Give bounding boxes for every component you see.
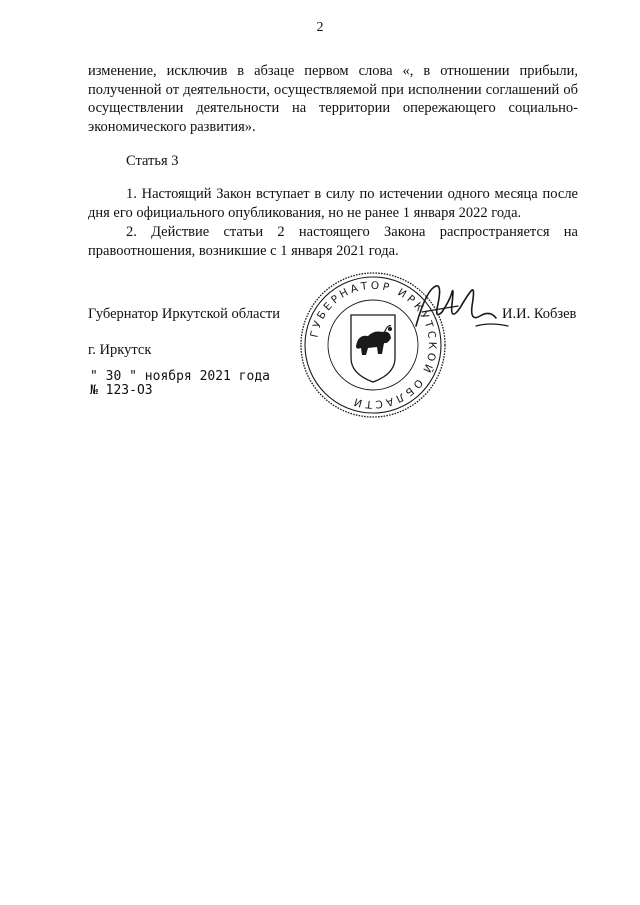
seal-text: ГУБЕРНАТОР ИРКУТСКОЙ ОБЛАСТИ — [308, 279, 439, 411]
article-item-1: 1. Настоящий Закон вступает в силу по истечении одного месяца после дня его официального опубликования, но не ранее 1 января 2022 года. — [88, 186, 578, 221]
governor-title: Губернатор Иркутской области — [88, 306, 281, 322]
signature-icon — [412, 282, 512, 334]
babr-emblem-icon — [356, 332, 391, 356]
page-number: 2 — [316, 20, 324, 35]
city-name: г. Иркутск — [88, 342, 152, 358]
governor-name: И.И. Кобзев — [502, 306, 577, 322]
article-item-2: 2. Действие статьи 2 настоящего Закона распространяется на правоотношения, возникшие с 1 января 2021 года. — [88, 224, 578, 259]
article-heading: Статья 3 — [126, 153, 179, 169]
date-line: " 30 " ноября 2021 года — [90, 369, 271, 384]
law-number: № 123-ОЗ — [90, 383, 153, 398]
continuation-paragraph: изменение, исключив в абзаце первом слова «, в отношении прибыли, полученной от деятельности, осуществляемой при исполнении соглашений об осуществлении деятельности на территории опережающего социально-экономического развития». — [88, 63, 578, 135]
